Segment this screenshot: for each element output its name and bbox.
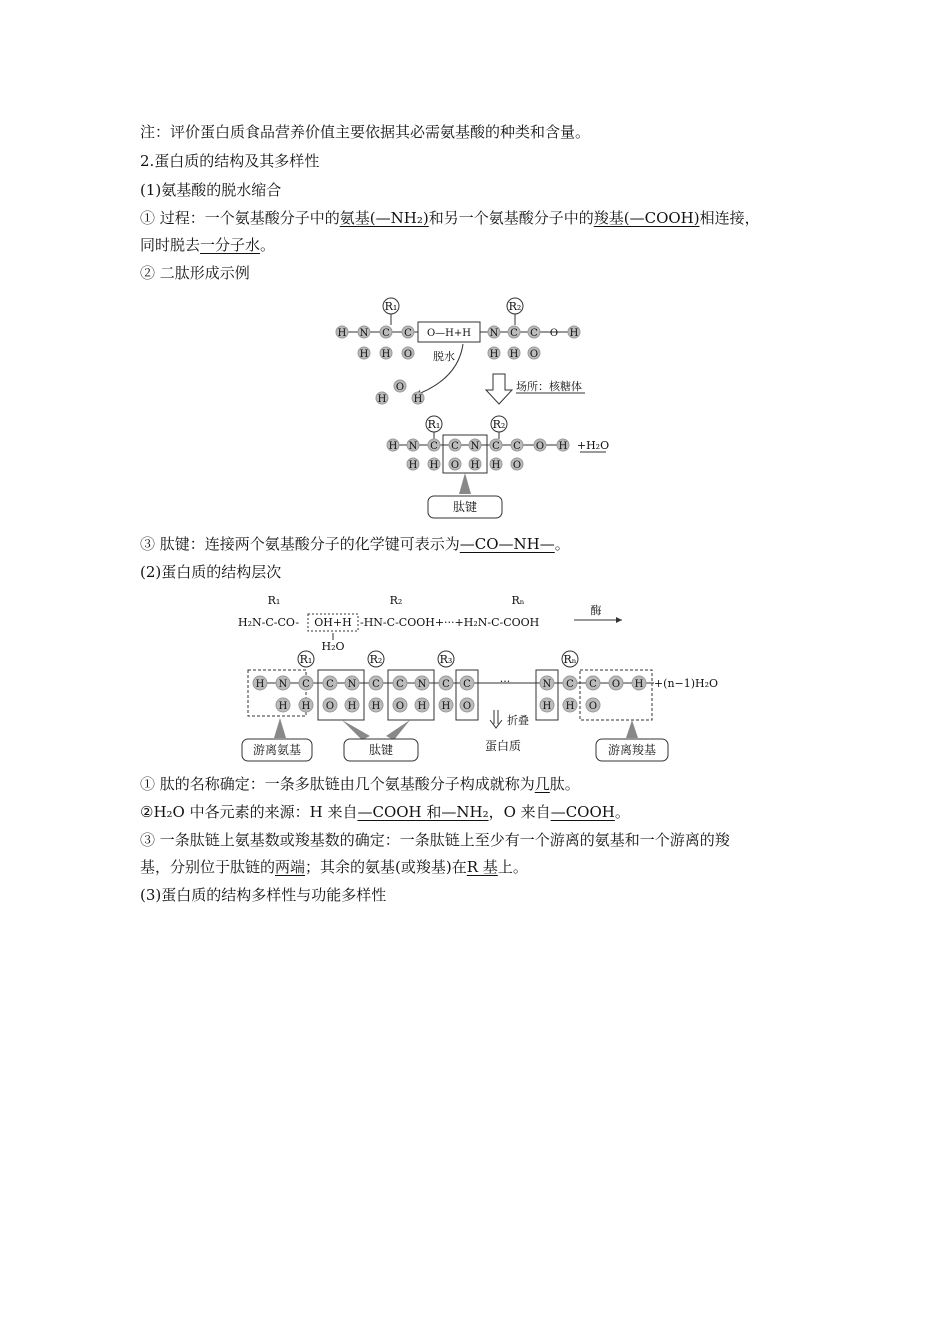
svg-text:O: O: [325, 701, 335, 712]
svg-text:H: H: [413, 394, 423, 405]
svg-text:C: C: [513, 441, 521, 452]
svg-text:C: C: [302, 679, 310, 690]
dipeptide-example-label: ② 二肽形成示例: [140, 264, 250, 282]
group-count-line-2: 基，分别位于肽链的两端；其余的氨基(或羧基)在R 基上。: [140, 858, 528, 876]
svg-text:O—H+H: O—H+H: [426, 328, 472, 339]
svg-text:H: H: [388, 441, 398, 452]
svg-text:肽键: 肽键: [368, 743, 394, 757]
svg-text:N: N: [408, 441, 418, 452]
process-line: ① 过程：一个氨基酸分子中的氨基(—NH₂)和另一个氨基酸分子中的羧基(—COOH)相连接，: [140, 209, 760, 227]
svg-text:O: O: [403, 349, 413, 360]
svg-text:H: H: [381, 349, 391, 360]
svg-text:H₂N-C-CO-: H₂N-C-CO-: [238, 616, 300, 629]
svg-text:C: C: [404, 328, 412, 339]
svg-text:C: C: [566, 679, 574, 690]
svg-text:O: O: [535, 441, 545, 452]
water-source-line: ②H₂O 中各元素的来源：H 来自—COOH 和—NH₂，O 来自—COOH。: [140, 803, 630, 821]
svg-text:H: H: [301, 701, 311, 712]
group-count-line: ③ 一条肽链上氨基数或羧基数的确定：一条肽链上至少有一个游离的氨基和一个游离的羧: [140, 831, 730, 849]
svg-text:H: H: [337, 328, 347, 339]
svg-text:H: H: [417, 701, 427, 712]
svg-text:C: C: [442, 679, 450, 690]
svg-text:R₁: R₁: [299, 653, 313, 666]
svg-text:H₂O: H₂O: [321, 640, 345, 653]
svg-text:H: H: [558, 441, 568, 452]
svg-text:H: H: [371, 701, 381, 712]
svg-text:R₂: R₂: [492, 418, 506, 431]
svg-text:OH+H: OH+H: [314, 616, 352, 629]
svg-text:N: N: [489, 328, 499, 339]
svg-text:C: C: [382, 328, 390, 339]
svg-text:H: H: [377, 394, 387, 405]
svg-text:H: H: [509, 349, 519, 360]
process-line-2: 同时脱去一分子水。: [140, 236, 276, 254]
svg-text:H: H: [489, 349, 499, 360]
svg-text:C: C: [326, 679, 334, 690]
subheading-diversity: (3)蛋白质的结构多样性与功能多样性: [140, 886, 387, 904]
svg-text:H: H: [569, 328, 579, 339]
svg-text:酶: 酶: [590, 604, 602, 617]
svg-text:脱水: 脱水: [433, 350, 455, 363]
svg-text:游离羧基: 游离羧基: [607, 743, 657, 757]
svg-text:C: C: [396, 679, 404, 690]
svg-text:O: O: [450, 460, 460, 471]
svg-text:N: N: [347, 679, 357, 690]
svg-text:H: H: [255, 679, 265, 690]
peptide-bond-line: ③ 肽键：连接两个氨基酸分子的化学键可表示为—CO—NH—。: [140, 535, 570, 553]
svg-text:Rₙ: Rₙ: [563, 653, 577, 666]
svg-text:R₃: R₃: [439, 653, 453, 666]
svg-text:C: C: [451, 441, 459, 452]
svg-text:H: H: [491, 460, 501, 471]
svg-text:N: N: [359, 328, 369, 339]
svg-text:O: O: [395, 382, 405, 393]
svg-text:游离氨基: 游离氨基: [252, 743, 302, 757]
svg-text:场所：核糖体: 场所：核糖体: [516, 380, 582, 393]
svg-text:H: H: [634, 679, 644, 690]
svg-text:R₁: R₁: [384, 300, 398, 313]
polypeptide-diagram: [234, 590, 724, 770]
svg-text:H: H: [359, 349, 369, 360]
svg-text:折叠: 折叠: [507, 714, 529, 727]
svg-text:H: H: [565, 701, 575, 712]
svg-text:O: O: [512, 460, 522, 471]
svg-text:H: H: [278, 701, 288, 712]
svg-text:C: C: [510, 328, 518, 339]
svg-text:+(n−1)H₂O: +(n−1)H₂O: [653, 677, 719, 690]
svg-text:-HN-C-COOH+···+H₂N-C-COOH: -HN-C-COOH+···+H₂N-C-COOH: [360, 616, 540, 629]
svg-text:O: O: [395, 701, 405, 712]
svg-text:Rₙ: Rₙ: [511, 594, 525, 607]
svg-text:N: N: [278, 679, 288, 690]
svg-text:N: N: [542, 679, 552, 690]
svg-text:N: N: [417, 679, 427, 690]
svg-text:R₁: R₁: [427, 418, 441, 431]
subheading-hierarchy: (2)蛋白质的结构层次: [140, 563, 282, 581]
svg-text:R₂: R₂: [389, 594, 403, 607]
svg-text:C: C: [372, 679, 380, 690]
svg-text:O: O: [611, 679, 621, 690]
svg-text:H: H: [429, 460, 439, 471]
svg-text:R₁: R₁: [267, 594, 281, 607]
svg-text:蛋白质: 蛋白质: [484, 739, 522, 753]
svg-text:R₂: R₂: [508, 300, 522, 313]
note-line: 注：评价蛋白质食品营养价值主要依据其必需氨基酸的种类和含量。: [140, 123, 591, 141]
svg-text:O: O: [462, 701, 472, 712]
svg-text:N: N: [470, 441, 480, 452]
subheading-dehydration: (1)氨基酸的脱水缩合: [140, 181, 282, 199]
svg-text:C: C: [530, 328, 538, 339]
svg-text:H: H: [441, 701, 451, 712]
dipeptide-diagram: [328, 292, 628, 524]
svg-text:C: C: [589, 679, 597, 690]
svg-text:C: C: [463, 679, 471, 690]
svg-text:肽键: 肽键: [452, 500, 478, 514]
section-heading-2: 2.蛋白质的结构及其多样性: [140, 152, 320, 170]
svg-text:O: O: [529, 349, 539, 360]
svg-text:C: C: [492, 441, 500, 452]
svg-text:R₂: R₂: [369, 653, 383, 666]
svg-text:H: H: [408, 460, 418, 471]
svg-text:O: O: [588, 701, 598, 712]
peptide-naming-line: ① 肽的名称确定：一条多肽链由几个氨基酸分子构成就称为几肽。: [140, 775, 580, 793]
svg-text:C: C: [430, 441, 438, 452]
svg-text:···: ···: [499, 675, 511, 688]
svg-text:H: H: [470, 460, 480, 471]
svg-text:+H₂O: +H₂O: [576, 439, 610, 452]
svg-text:O: O: [549, 328, 559, 339]
svg-text:H: H: [542, 701, 552, 712]
svg-text:H: H: [347, 701, 357, 712]
